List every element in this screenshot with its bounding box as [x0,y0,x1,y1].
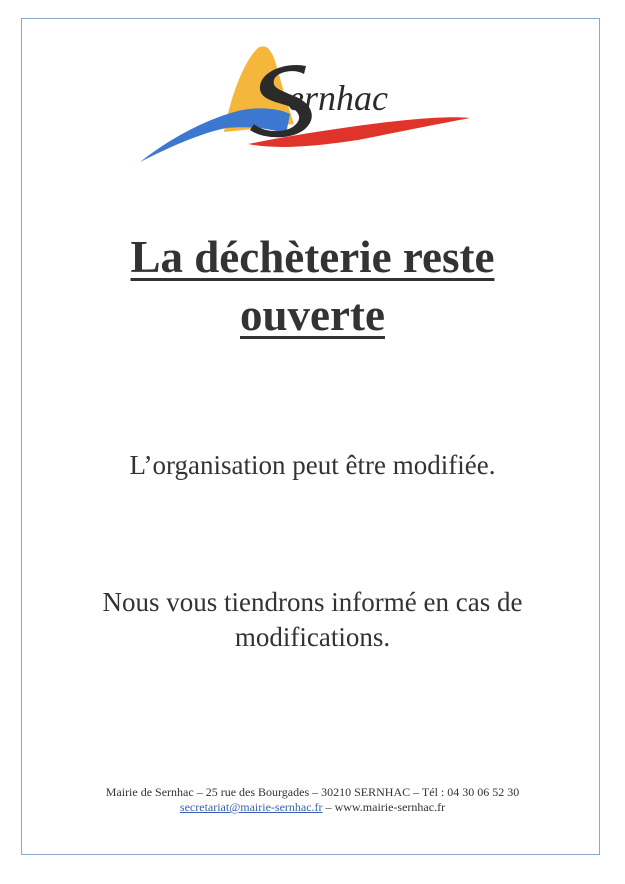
svg-text:ernhac: ernhac [288,78,388,118]
organisation-notice: L’organisation peut être modifiée. [129,450,496,480]
footer-email-link[interactable]: secretariat@mairie-sernhac.fr [179,800,323,814]
title-line-1: La déchèterie reste [130,232,495,282]
information-line-1: Nous vous tiendrons informé en cas de [102,587,523,617]
footer-contact [40,800,585,815]
information-line-2: modifications. [234,622,391,652]
footer-separator: – [322,800,335,814]
information-notice [40,585,585,655]
sernhac-logo [138,44,472,168]
page-title [40,228,585,344]
footer-website: www.mairie-sernhac.fr [334,800,446,814]
footer-address: Mairie de Sernhac – 25 rue des Bourgades – 30210 SERNHAC – Tél : 04 30 06 52 30 [105,785,520,799]
title-line-2: ouverte [240,290,385,340]
footer [40,785,585,815]
